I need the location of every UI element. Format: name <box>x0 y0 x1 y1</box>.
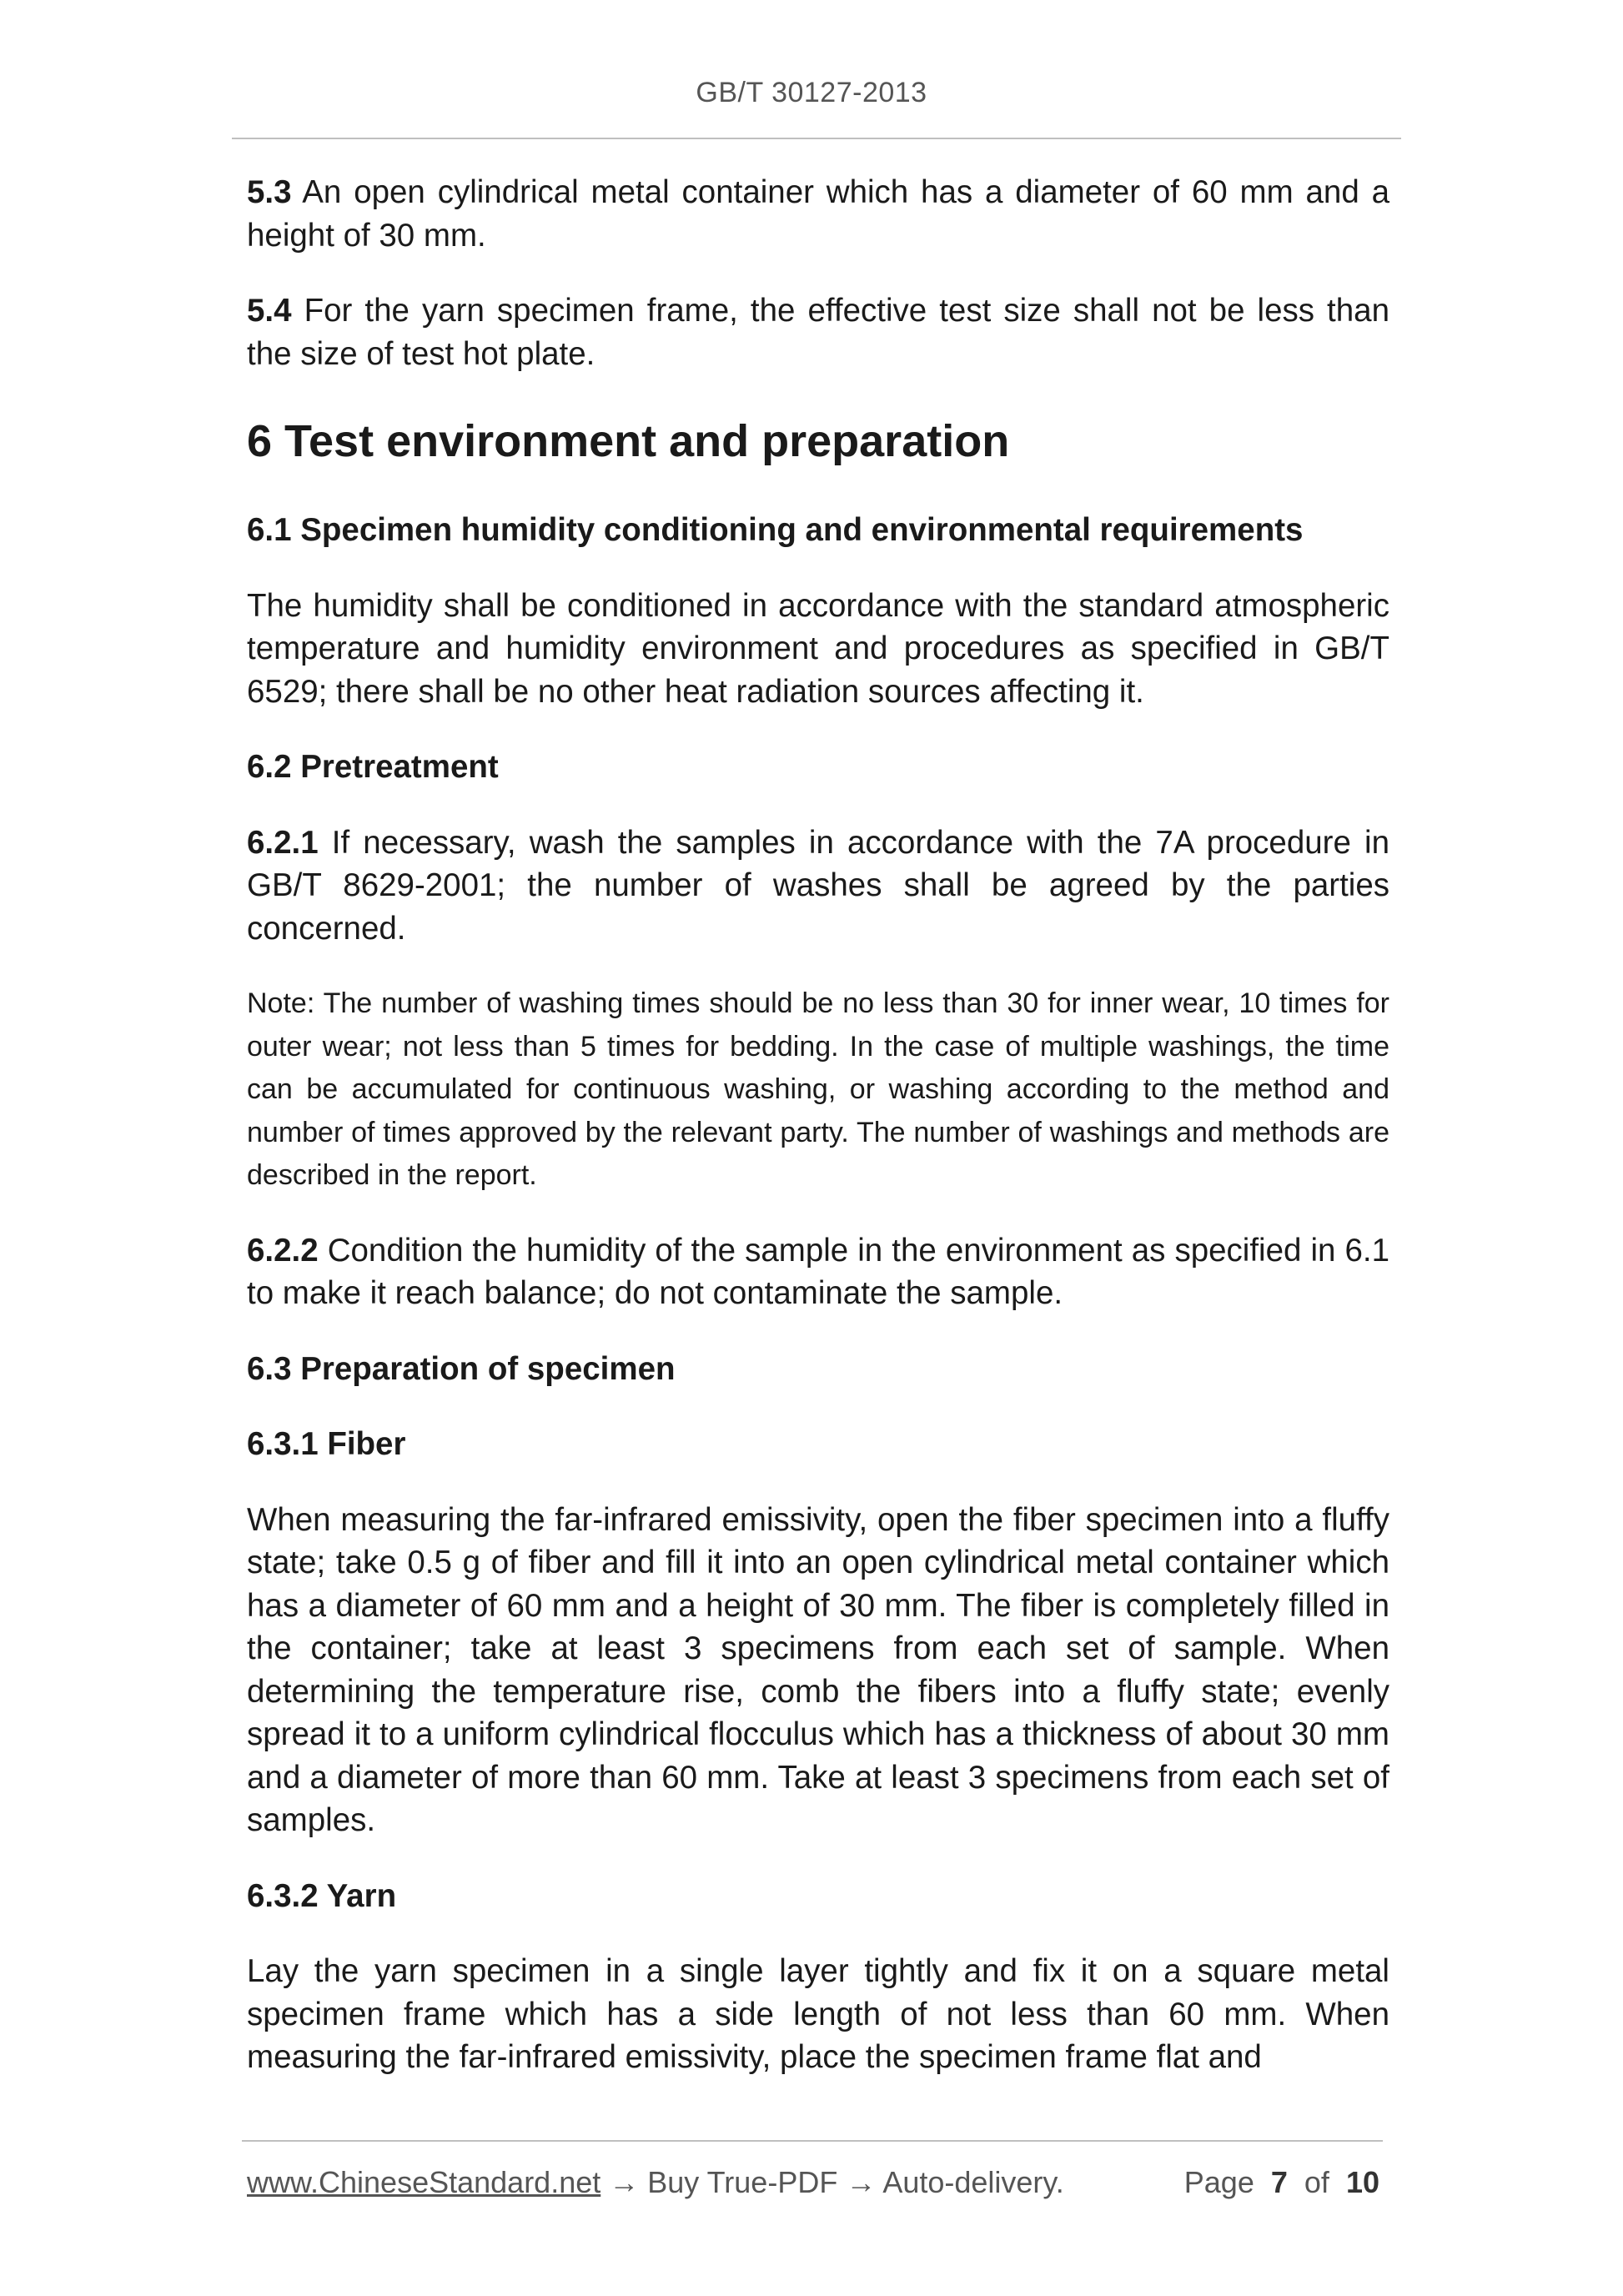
note-paragraph: Note: The number of washing times should be no less than 30 for inner wear, 10 times for outer wear; not less than 5 times for bedding. In the case of multiple washings, the time can be accumulated for continuous washing, or washing according to the method and number of times approved by the relevant party. The number of washings and methods are described in the report. <box>247 987 1389 1191</box>
clause-text: For the yarn specimen frame, the effective test size shall not be less than the size of test hot plate. <box>247 293 1389 372</box>
section-heading-6: 6 Test environment and preparation <box>247 416 1010 466</box>
page-number: 7 <box>1270 2165 1288 2199</box>
header-divider <box>232 138 1401 139</box>
clause-text: Condition the humidity of the sample in the environment as specified in 6.1 to make it reach balance; do not contaminate the sample. <box>247 1232 1389 1311</box>
clause-6-2-1 <box>247 821 1389 951</box>
page-total: 10 <box>1345 2165 1379 2199</box>
clause-number: 5.3 <box>247 174 292 210</box>
page-content <box>247 171 1389 2112</box>
clause-number: 5.4 <box>247 293 292 329</box>
paragraph-6-3-2: Lay the yarn specimen in a single layer tightly and fix it on a square metal specimen frame which has a side length of not less than 60 mm. When measuring the far-infrared emissivity, place the specimen frame flat and <box>247 1953 1389 2075</box>
document-header: GB/T 30127-2013 <box>696 77 927 108</box>
heading-6-2: 6.2 Pretreatment <box>247 749 499 785</box>
footer-promo <box>247 2165 1064 2200</box>
clause-text: An open cylindrical metal container which has a diameter of 60 mm and a height of 30 mm. <box>247 174 1389 254</box>
heading-6-3-1: 6.3.1 Fiber <box>247 1426 406 1462</box>
heading-6-3: 6.3 Preparation of specimen <box>247 1350 676 1387</box>
website-link[interactable]: www.ChineseStandard.net <box>247 2165 601 2199</box>
clause-5-3 <box>247 171 1389 257</box>
clause-number: 6.2.1 <box>247 824 319 861</box>
footer-divider <box>242 2140 1383 2142</box>
page-label: Page <box>1183 2165 1254 2199</box>
clause-6-2-2 <box>247 1229 1389 1315</box>
page-indicator <box>1184 2165 1379 2200</box>
clause-number: 6.2.2 <box>247 1232 319 1269</box>
heading-6-1: 6.1 Specimen humidity conditioning and environmental requirements <box>247 512 1304 548</box>
clause-text: If necessary, wash the samples in accordance with the 7A procedure in GB/T 8629-2001; the number of washes shall be agreed by the parties concerned. <box>247 824 1389 947</box>
clause-5-4 <box>247 289 1389 375</box>
heading-6-3-2: 6.3.2 Yarn <box>247 1877 397 1914</box>
footer-promo-text: → Buy True-PDF → Auto-delivery. <box>600 2165 1064 2199</box>
paragraph-6-1: The humidity shall be conditioned in accordance with the standard atmospheric temperature and humidity environment and procedures as specified in GB/T 6529; there shall be no other heat radiation sources affecting it. <box>247 587 1389 710</box>
paragraph-6-3-1: When measuring the far-infrared emissivity, open the fiber specimen into a fluffy state; take 0.5 g of fiber and fill it into an open cylindrical metal container which has a diameter of 60 mm and a height of 30 mm. The fiber is completely filled in the container; take at least 3 specimens from each set of sample. When determining the temperature rise, comb the fibers into a fluffy state; evenly spread it to a uniform cylindrical flocculus which has a thickness of about 30 mm and a diameter of more than 60 mm. Take at least 3 specimens from each set of samples. <box>247 1501 1389 1838</box>
of-label: of <box>1304 2165 1329 2199</box>
